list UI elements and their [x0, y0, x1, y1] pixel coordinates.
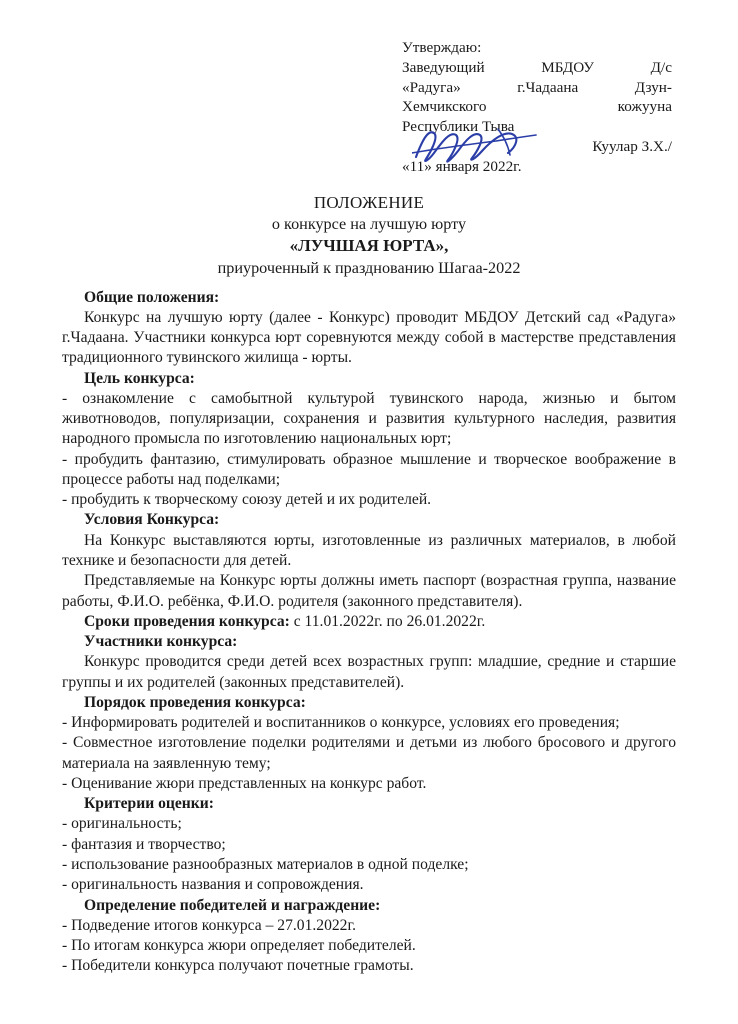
approval-line-4: Республики Тыва — [402, 118, 515, 135]
section-heading-procedure: Порядок проведения конкурса: — [84, 693, 306, 711]
section-heading-dates-label: Сроки проведения конкурса: — [84, 612, 290, 630]
section-heading-winners: Определение победителей и награждение: — [84, 896, 381, 914]
section-paragraph: - Подведение итогов конкурса – 27.01.2022г. — [62, 916, 357, 934]
section-paragraph: - ознакомление с самобытной культурой тувинского народа, жизнью и бытом животноводов, популяризации, сохранения и развития культурного наследия, развития народного промысла по изготовлению национальных юрт; — [62, 389, 676, 448]
section-paragraph: На Конкурс выставляются юрты, изготовленные из различных материалов, в любой технике и безопасности для детей. — [62, 531, 676, 570]
approval-line-2: «Радуга» г.Чадаана Дзун- — [402, 78, 672, 96]
section-paragraph: - пробудить к творческому союзу детей и их родителей. — [62, 491, 432, 509]
document-content — [62, 38, 676, 977]
page-title: ПОЛОЖЕНИЕ — [313, 193, 425, 213]
section-paragraph: Представляемые на Конкурс юрты должны иметь паспорт (возрастная группа, название работы, Ф.И.О. ребёнка, Ф.И.О. родителя (законного представителя). — [62, 572, 676, 610]
section-heading-dates-value: с 11.01.2022г. по 26.01.2022г. — [289, 612, 486, 630]
section-heading-goal: Цель конкурса: — [84, 369, 195, 387]
section-paragraph: - Информировать родителей и воспитанников о конкурсе, условиях его проведения; — [62, 714, 620, 732]
approval-signature-name: Куулар З.Х./ — [592, 137, 672, 155]
section-paragraph: - фантазия и творчество; — [62, 835, 226, 853]
section-paragraph: Конкурс на лучшую юрту (далее - Конкурс) проводит МБДОУ Детский сад «Радуга» г.Чадаана. Участники конкурса юрт соревнуются между собой в мастерстве представления традиционного тувинского жилища - юрты. — [62, 308, 676, 367]
section-heading-participants: Участники конкурса: — [84, 633, 238, 651]
section-paragraph: - Победители конкурса получают почетные грамоты. — [62, 957, 414, 975]
section-paragraph: - использование разнообразных материалов в одной поделке; — [62, 856, 469, 873]
section-paragraph: Конкурс проводится среди детей всех возрастных групп: младшие, средние и старшие группы и их родителей (законных представителей). — [62, 653, 676, 691]
title-contest-name: «ЛУЧШАЯ ЮРТА», — [289, 236, 449, 256]
document-body — [62, 288, 676, 977]
section-paragraph: - Совместное изготовление поделки родителями и детьми из любого бросового и другого материала на заявленную тему; — [62, 734, 676, 772]
title-dedication: приуроченный к празднованию Шагаа-2022 — [217, 258, 521, 277]
section-paragraph: - пробудить фантазию, стимулировать образное мышление и творческое воображение в процессе работы над поделками; — [62, 450, 676, 488]
approval-line-1: Заведующий МБДОУ Д/с — [402, 58, 672, 76]
section-heading-criteria: Критерии оценки: — [84, 795, 214, 813]
section-heading-general: Общие положения: — [84, 288, 220, 306]
section-paragraph: - оригинальность названия и сопровождения. — [62, 876, 364, 894]
section-heading-conditions: Условия Конкурса: — [84, 511, 220, 529]
approval-block — [402, 38, 672, 176]
document-title-block — [62, 192, 676, 278]
title-subtitle: о конкурсе на лучшую юрту — [271, 215, 467, 234]
approval-line-0: Утверждаю: — [402, 39, 482, 56]
approval-date: «11» января 2022г. — [402, 157, 522, 175]
section-heading-dates — [62, 612, 676, 632]
approval-line-3: Хемчикского кожууна — [402, 98, 672, 116]
section-paragraph: - Оценивание жюри представленных на конкурс работ. — [62, 774, 427, 792]
section-paragraph: - оригинальность; — [62, 815, 182, 833]
section-paragraph: - По итогам конкурса жюри определяет победителей. — [62, 937, 416, 955]
